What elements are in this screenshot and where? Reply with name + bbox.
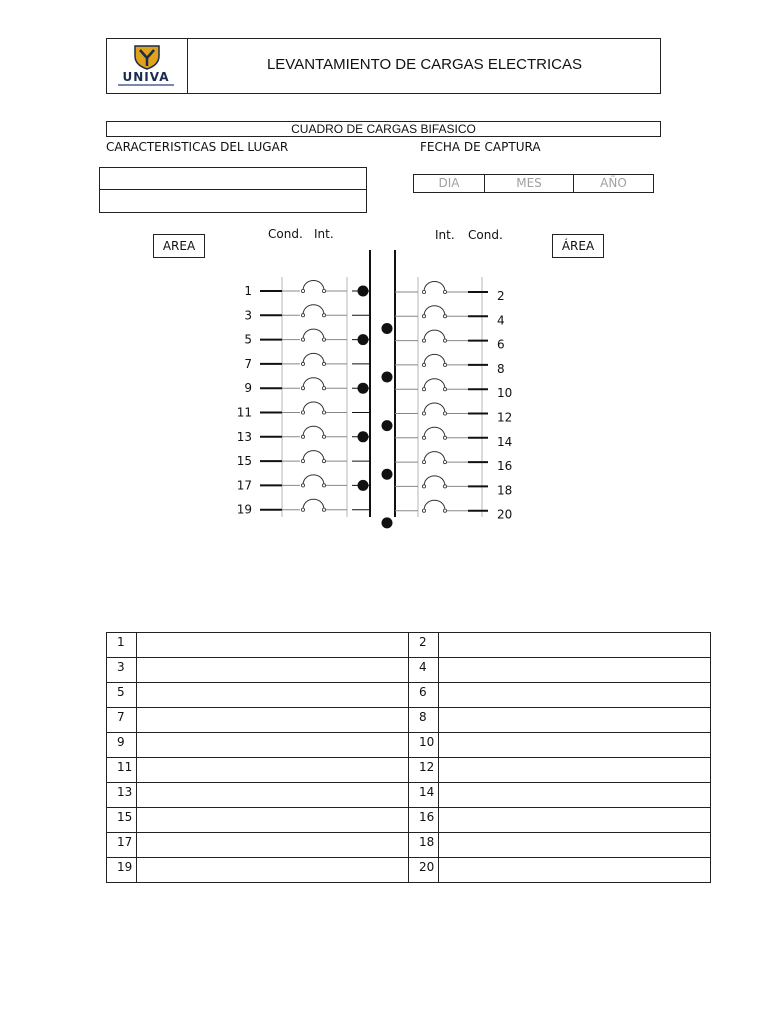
bus-connection-dot (382, 469, 393, 480)
right-breaker-icon (424, 354, 445, 365)
left-breaker-icon (303, 378, 324, 389)
table-row (107, 833, 711, 858)
circuit-description-left[interactable] (137, 758, 409, 783)
circuit-number-right: 18 (409, 833, 439, 858)
table-row (107, 733, 711, 758)
bus-connection-dot (358, 334, 369, 345)
breaker-terminal (422, 388, 425, 391)
date-fields (413, 174, 654, 193)
breaker-terminal (301, 460, 304, 463)
table-row (107, 658, 711, 683)
left-cond-header: Cond. (268, 227, 303, 241)
left-breaker-icon (303, 281, 324, 292)
circuit-number-left: 7 (107, 708, 137, 733)
fecha-label: FECHA DE CAPTURA (420, 140, 541, 154)
left-breaker-icon (303, 499, 324, 510)
right-breaker-icon (424, 476, 445, 487)
lugar-field-2[interactable] (99, 189, 367, 213)
table-row (107, 783, 711, 808)
bus-connection-dot (382, 372, 393, 383)
circuit-number-right: 4 (409, 658, 439, 683)
logo-bracket (106, 38, 114, 94)
breaker-terminal (422, 290, 425, 293)
right-breaker-icon (424, 500, 445, 511)
breaker-terminal (322, 314, 325, 317)
right-breaker-icon (424, 282, 445, 293)
breaker-terminal (443, 461, 446, 464)
breaker-terminal (422, 315, 425, 318)
breaker-terminal (422, 436, 425, 439)
logo-tagline-line (118, 84, 174, 86)
breaker-terminal (443, 412, 446, 415)
breaker-terminal (322, 338, 325, 341)
circuit-number-right: 12 (497, 410, 513, 425)
circuit-number-right: 6 (409, 683, 439, 708)
breaker-terminal (422, 363, 425, 366)
bus-connection-dot (358, 383, 369, 394)
breaker-terminal (322, 289, 325, 292)
circuit-number-left: 9 (107, 733, 137, 758)
breaker-terminal (422, 509, 425, 512)
circuit-number-right: 20 (497, 507, 513, 522)
circuit-description-left[interactable] (137, 658, 409, 683)
bus-connection-dot (358, 431, 369, 442)
breaker-terminal (301, 411, 304, 414)
circuit-description-left[interactable] (137, 833, 409, 858)
circuit-number-left: 1 (244, 284, 252, 298)
circuit-number-left: 11 (107, 758, 137, 783)
circuits-table (106, 632, 711, 883)
breaker-terminal (322, 484, 325, 487)
circuit-number-left: 3 (107, 658, 137, 683)
circuit-number-left: 7 (244, 356, 252, 371)
circuit-description-right[interactable] (439, 733, 711, 758)
circuit-number-right: 8 (497, 361, 505, 376)
breaker-terminal (443, 315, 446, 318)
circuit-number-right: 2 (409, 633, 439, 658)
breaker-terminal (301, 362, 304, 365)
circuit-description-right[interactable] (439, 808, 711, 833)
circuit-description-left[interactable] (137, 683, 409, 708)
circuit-description-left[interactable] (137, 808, 409, 833)
circuit-number-left: 15 (236, 454, 252, 469)
left-breaker-icon (303, 451, 324, 462)
circuit-description-right[interactable] (439, 758, 711, 783)
table-row (107, 858, 711, 883)
circuit-number-right: 14 (409, 783, 439, 808)
breaker-terminal (322, 411, 325, 414)
date-month-field[interactable]: MES (485, 175, 574, 192)
breaker-terminal (443, 339, 446, 342)
circuit-description-left[interactable] (137, 633, 409, 658)
circuit-description-left[interactable] (137, 783, 409, 808)
breaker-terminal (422, 412, 425, 415)
circuit-number-right: 18 (497, 483, 513, 498)
breaker-terminal (443, 388, 446, 391)
bus-connection-dot (382, 323, 393, 334)
breaker-terminal (301, 387, 304, 390)
breaker-terminal (322, 362, 325, 365)
left-breaker-icon (303, 329, 324, 340)
table-row (107, 683, 711, 708)
circuit-number-left: 3 (244, 308, 252, 323)
circuit-number-left: 19 (236, 502, 252, 517)
left-breaker-icon (303, 402, 324, 413)
circuit-number-left: 5 (244, 332, 252, 347)
circuit-number-right: 16 (497, 459, 513, 474)
left-int-header: Int. (314, 227, 334, 241)
panel-diagram (220, 245, 520, 535)
right-breaker-icon (424, 330, 445, 341)
bus-connection-dot (358, 480, 369, 491)
breaker-terminal (443, 485, 446, 488)
circuit-number-right: 8 (409, 708, 439, 733)
breaker-terminal (301, 435, 304, 438)
circuit-number-right: 10 (497, 386, 513, 401)
right-cond-header: Cond. (468, 228, 503, 242)
breaker-terminal (301, 338, 304, 341)
breaker-terminal (443, 509, 446, 512)
right-int-header: Int. (435, 228, 455, 242)
breaker-terminal (443, 436, 446, 439)
left-breaker-icon (303, 353, 324, 364)
breaker-terminal (322, 435, 325, 438)
circuit-description-left[interactable] (137, 858, 409, 883)
circuit-number-left: 9 (244, 381, 252, 396)
univa-shield-icon (133, 44, 161, 70)
circuit-number-left: 17 (236, 478, 252, 493)
circuit-description-left[interactable] (137, 733, 409, 758)
breaker-terminal (322, 460, 325, 463)
circuit-number-left: 5 (107, 683, 137, 708)
breaker-terminal (422, 461, 425, 464)
circuit-description-left[interactable] (137, 708, 409, 733)
circuit-description-right[interactable] (439, 833, 711, 858)
breaker-terminal (443, 290, 446, 293)
circuit-number-left: 13 (107, 783, 137, 808)
circuit-number-left: 15 (107, 808, 137, 833)
breaker-terminal (422, 485, 425, 488)
right-breaker-icon (424, 427, 445, 438)
circuit-description-right[interactable] (439, 658, 711, 683)
breaker-terminal (301, 508, 304, 511)
right-breaker-icon (424, 306, 445, 317)
date-day-field[interactable]: DIA (414, 175, 485, 192)
circuit-number-right: 16 (409, 808, 439, 833)
circuit-number-right: 2 (497, 289, 505, 303)
bus-connection-dot (358, 286, 369, 297)
circuit-number-right: 20 (409, 858, 439, 883)
circuit-description-right[interactable] (439, 708, 711, 733)
breaker-terminal (443, 363, 446, 366)
area-right-label: ÁREA (552, 234, 604, 258)
circuit-description-right[interactable] (439, 783, 711, 808)
bus-connection-dot (382, 420, 393, 431)
breaker-terminal (422, 339, 425, 342)
left-breaker-icon (303, 305, 324, 316)
breaker-terminal (301, 289, 304, 292)
circuit-description-right[interactable] (439, 633, 711, 658)
circuit-number-right: 6 (497, 337, 505, 352)
circuit-number-left: 17 (107, 833, 137, 858)
circuit-number-right: 4 (497, 313, 505, 328)
bus-connection-dot (382, 517, 393, 528)
circuit-number-left: 19 (107, 858, 137, 883)
circuit-number-left: 11 (236, 405, 252, 420)
lugar-field-1[interactable] (99, 167, 367, 190)
right-breaker-icon (424, 403, 445, 414)
table-row (107, 808, 711, 833)
circuit-number-right: 12 (409, 758, 439, 783)
page-title: LEVANTAMIENTO DE CARGAS ELECTRICAS (266, 56, 583, 73)
area-left-label: AREA (153, 234, 205, 258)
right-breaker-icon (424, 379, 445, 390)
table-row (107, 758, 711, 783)
left-breaker-icon (303, 426, 324, 437)
circuit-number-left: 1 (107, 633, 137, 658)
breaker-terminal (322, 387, 325, 390)
breaker-terminal (301, 484, 304, 487)
circuit-number-left: 13 (236, 429, 252, 444)
breaker-terminal (322, 508, 325, 511)
circuit-description-right[interactable] (439, 683, 711, 708)
circuit-number-right: 14 (497, 434, 513, 449)
breaker-terminal (301, 314, 304, 317)
lugar-label: CARACTERISTICAS DEL LUGAR (106, 140, 289, 154)
date-year-field[interactable]: AÑO (600, 176, 627, 190)
table-row (107, 633, 711, 658)
table-row (107, 708, 711, 733)
logo-text: UNIVA (122, 70, 170, 84)
subtitle: CUADRO DE CARGAS BIFASICO (106, 121, 661, 137)
circuit-description-right[interactable] (439, 858, 711, 883)
circuit-number-right: 10 (409, 733, 439, 758)
right-breaker-icon (424, 452, 445, 463)
left-breaker-icon (303, 475, 324, 486)
